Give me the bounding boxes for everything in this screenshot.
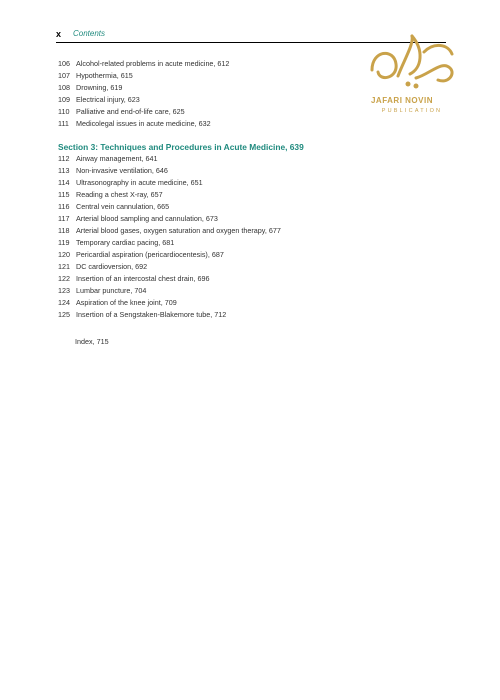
chapter-title: Insertion of a Sengstaken-Blakemore tube, 712 — [76, 310, 227, 319]
chapter-title: Aspiration of the knee joint, 709 — [76, 298, 177, 307]
section-heading[interactable]: Section 3: Techniques and Procedures in Acute Medicine, 639 — [58, 142, 304, 152]
list-item[interactable] — [58, 285, 281, 297]
list-item[interactable] — [58, 165, 281, 177]
list-item[interactable] — [58, 189, 281, 201]
chapter-number: 120 — [58, 250, 70, 259]
chapter-number: 117 — [58, 214, 70, 223]
chapter-title: Airway management, 641 — [76, 154, 158, 163]
chapter-number: 125 — [58, 310, 70, 319]
chapter-number: 124 — [58, 298, 70, 307]
publisher-subtitle: PUBLICATION — [381, 108, 443, 114]
list-item[interactable] — [58, 213, 281, 225]
chapter-number: 110 — [58, 107, 70, 116]
list-item[interactable] — [58, 273, 281, 285]
list-item[interactable] — [58, 118, 229, 130]
chapter-number: 107 — [58, 71, 70, 80]
chapter-title: Lumbar puncture, 704 — [76, 286, 147, 295]
chapter-number: 109 — [58, 95, 70, 104]
publisher-brand: JAFARI NOVIN — [370, 96, 433, 105]
chapter-title: Alcohol-related problems in acute medicine, 612 — [76, 59, 230, 68]
chapter-title: Electrical injury, 623 — [76, 95, 140, 104]
chapter-number: 115 — [58, 190, 70, 199]
list-item[interactable] — [58, 201, 281, 213]
list-item[interactable] — [58, 153, 281, 165]
page-number: x — [56, 29, 62, 39]
chapter-number: 121 — [58, 262, 70, 271]
index-entry[interactable]: Index, 715 — [75, 337, 109, 346]
publisher-logo-icon — [364, 30, 460, 94]
chapter-number: 118 — [58, 226, 70, 235]
chapter-title: DC cardioversion, 692 — [76, 262, 148, 271]
list-item[interactable] — [58, 225, 281, 237]
chapter-number: 113 — [58, 166, 70, 175]
chapter-title: Non-invasive ventilation, 646 — [76, 166, 168, 175]
contents-list — [58, 58, 229, 130]
chapter-title: Arterial blood gases, oxygen saturation and oxygen therapy, 677 — [76, 226, 281, 235]
chapter-number: 116 — [58, 202, 70, 211]
chapter-title: Medicolegal issues in acute medicine, 632 — [76, 119, 211, 128]
list-item[interactable] — [58, 70, 229, 82]
chapter-number: 114 — [58, 178, 70, 187]
chapter-number: 108 — [58, 83, 70, 92]
chapter-title: Arterial blood sampling and cannulation, 673 — [76, 214, 218, 223]
chapter-number: 111 — [58, 119, 69, 128]
chapter-number: 112 — [58, 154, 70, 163]
publisher-watermark — [352, 30, 472, 120]
chapter-title: Drowning, 619 — [76, 83, 123, 92]
chapter-title: Insertion of an intercostal chest drain, 696 — [76, 274, 210, 283]
contents-list — [58, 153, 281, 321]
chapter-number: 106 — [58, 59, 70, 68]
list-item[interactable] — [58, 58, 229, 70]
chapter-number: 122 — [58, 274, 70, 283]
chapter-title: Temporary cardiac pacing, 681 — [76, 238, 175, 247]
chapter-number: 119 — [58, 238, 70, 247]
list-item[interactable] — [58, 249, 281, 261]
list-item[interactable] — [58, 94, 229, 106]
list-item[interactable] — [58, 297, 281, 309]
chapter-title: Hypothermia, 615 — [76, 71, 133, 80]
list-item[interactable] — [58, 82, 229, 94]
chapter-title: Central vein cannulation, 665 — [76, 202, 170, 211]
chapter-title: Palliative and end-of-life care, 625 — [76, 107, 185, 116]
list-item[interactable] — [58, 237, 281, 249]
chapter-title: Pericardial aspiration (pericardiocentesis), 687 — [76, 250, 224, 259]
running-title: Contents — [73, 29, 106, 38]
list-item[interactable] — [58, 261, 281, 273]
chapter-number: 123 — [58, 286, 70, 295]
list-item[interactable] — [58, 309, 281, 321]
chapter-title: Reading a chest X-ray, 657 — [76, 190, 163, 199]
list-item[interactable] — [58, 106, 229, 118]
list-item[interactable] — [58, 177, 281, 189]
chapter-title: Ultrasonography in acute medicine, 651 — [76, 178, 203, 187]
